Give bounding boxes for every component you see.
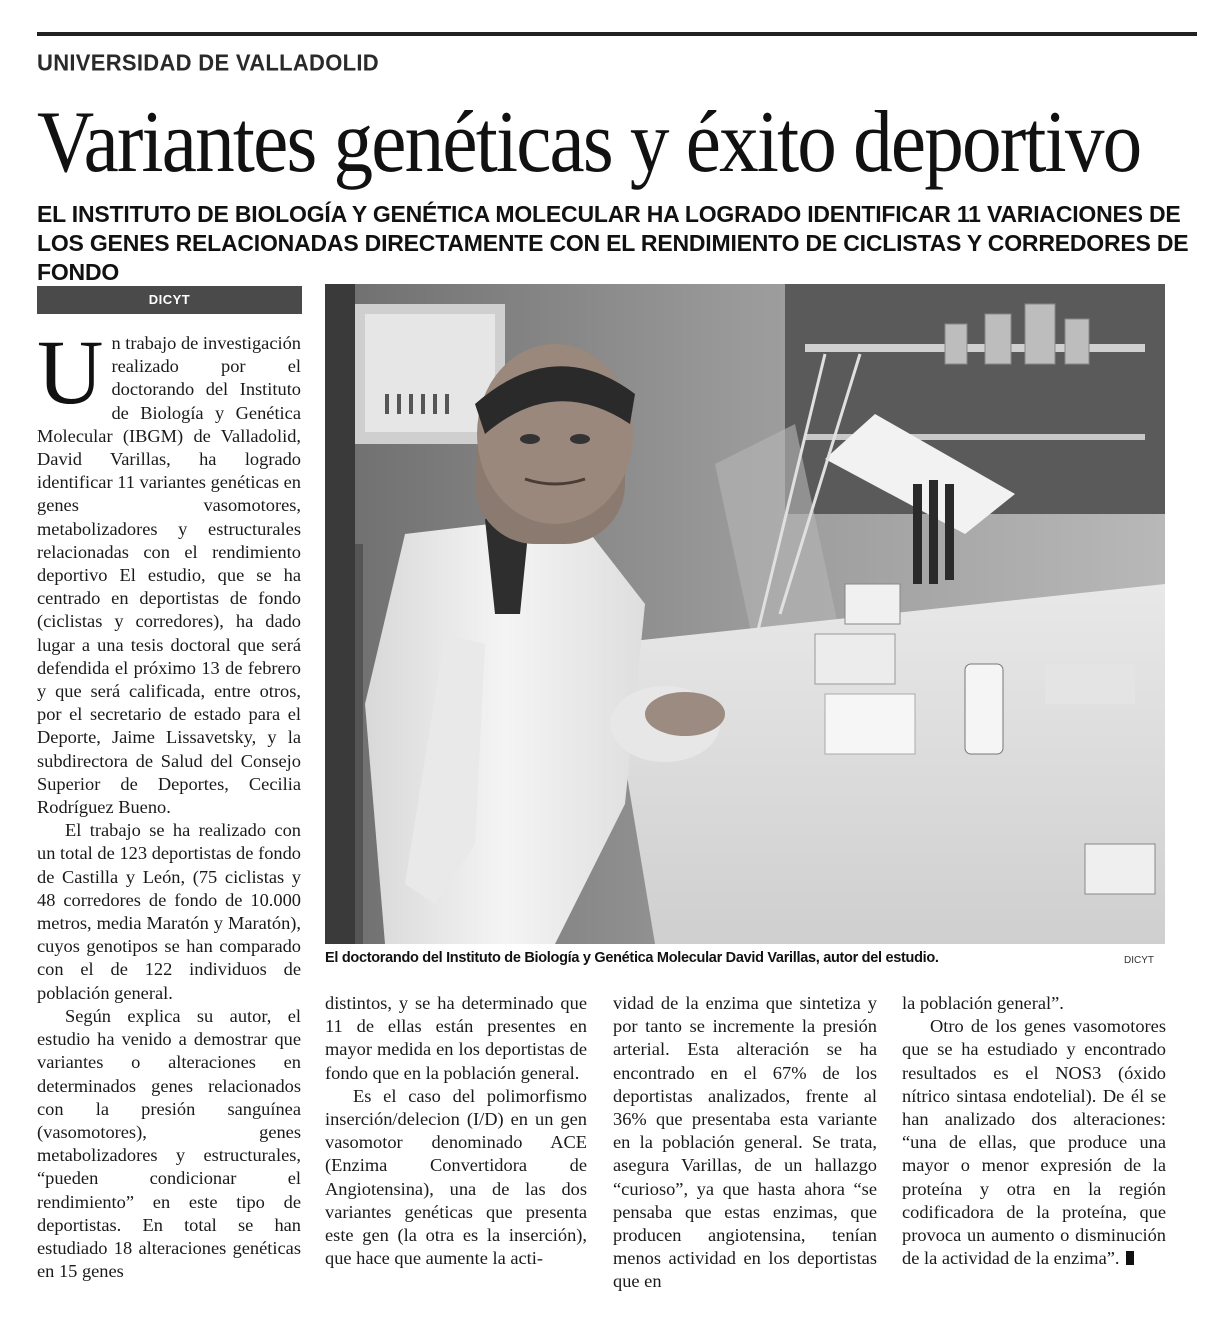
end-of-article-mark <box>1126 1251 1131 1265</box>
paragraph-1-text: n trabajo de investigación realizado por el doctorando del Instituto de Biología y Genética Molecular (IBGM) de Valladolid, David Varillas, ha logrado identificar 11 variantes genéticas en genes vasomotores, metabolizadores y estructurales relacionadas con el rendimiento deportivo El estudio, que se ha centrado en deportistas de fondo (ciclistas y corredores), ha dado lugar a una tesis doctoral que será defendida el próximo 13 de febrero y que será calificada, entre otros, por el secretario de estado para el Deporte, Jaime Lissavetsky, y la subdirectora de Salud del Consejo Superior de Deportes, Cecilia Rodríguez Bueno. <box>37 333 301 818</box>
lab-scene-illustration <box>325 284 1165 944</box>
col2-paragraph-1: distintos, y se ha determinado que 11 de ellas están presentes en mayor medida en los deportistas de fondo que en la población general. <box>325 993 587 1083</box>
paragraph-1 <box>37 321 301 819</box>
paragraph-3: Según explica su autor, el estudio ha venido a demostrar que variantes o alteraciones en determinados genes relacionados con la presión sanguínea (vasomotores), genes metabolizadores y estructurales, “pueden condicionar el rendimiento” en este tipo de deportistas. En total se han estudiado 18 alteraciones genéticas en 15 genes <box>37 1005 301 1282</box>
article-column-2 <box>325 992 587 1270</box>
col4-paragraph-1: la población general”. <box>902 993 1064 1013</box>
col2-paragraph-2: Es el caso del polimorfismo inserción/delecion (I/D) en un gen vasomotor denominado ACE (Enzima Convertidora de Angiotensina), una de las dos variantes genéticas que presenta este gen (la otra es la inserción), que hace que aumente la acti- <box>325 1085 587 1269</box>
article-column-3 <box>613 992 877 1294</box>
drop-cap: U <box>37 321 104 423</box>
photo-credit: DICYT <box>1124 955 1154 966</box>
section-label: UNIVERSIDAD DE VALLADOLID <box>37 49 379 76</box>
article-column-4 <box>902 992 1166 1270</box>
headline: Variantes genéticas y éxito deportivo <box>37 94 1141 191</box>
col4-paragraph-2 <box>902 1015 1166 1270</box>
top-rule <box>37 32 1197 36</box>
photo-caption: El doctorando del Instituto de Biología y Genética Molecular David Varillas, autor del estudio. <box>325 950 939 966</box>
col3-paragraph: vidad de la enzima que sintetiza y por tanto se incremente la presión arterial. Esta alteración se ha encontrado en el 67% de los deportistas analizados, frente al 36% que presentaba esta variante en la población general. Se trata, asegura Varillas, de un hallazgo “curioso”, ya que hasta ahora “se pensaba que estas enzimas, que producen angiotensina, tenían menos actividad en los deportistas que en <box>613 993 877 1292</box>
article-photo <box>325 284 1165 944</box>
subhead: EL INSTITUTO DE BIOLOGÍA Y GENÉTICA MOLECULAR HA LOGRADO IDENTIFICAR 11 VARIACIONES DE LOS GENES RELACIONADAS DIRECTAMENTE CON EL RENDIMIENTO DE CICLISTAS Y CORREDORES DE FONDO <box>37 201 1189 285</box>
byline: DICYT <box>37 286 302 314</box>
article-column-1 <box>37 321 301 1283</box>
paragraph-2: El trabajo se ha realizado con un total de 123 deportistas de fondo de Castilla y León, (75 ciclistas y 48 corredores de fondo de 10.000 metros, media Maratón y Maratón), cuyos genotipos se han comparado con el de 122 individuos de población general. <box>37 820 301 1003</box>
col4-paragraph-2-text: Otro de los genes vasomotores que se ha estudiado y encontrado resultados es el NOS3 (óxido nítrico sintasa endotelial). De él se han analizado dos alteraciones: “una de ellas, que produce una mayor o menor expresión de la proteína y otra en la región codificadora de la proteína, que provoca un aumento o disminución de la actividad de la enzima”. <box>902 1016 1166 1269</box>
